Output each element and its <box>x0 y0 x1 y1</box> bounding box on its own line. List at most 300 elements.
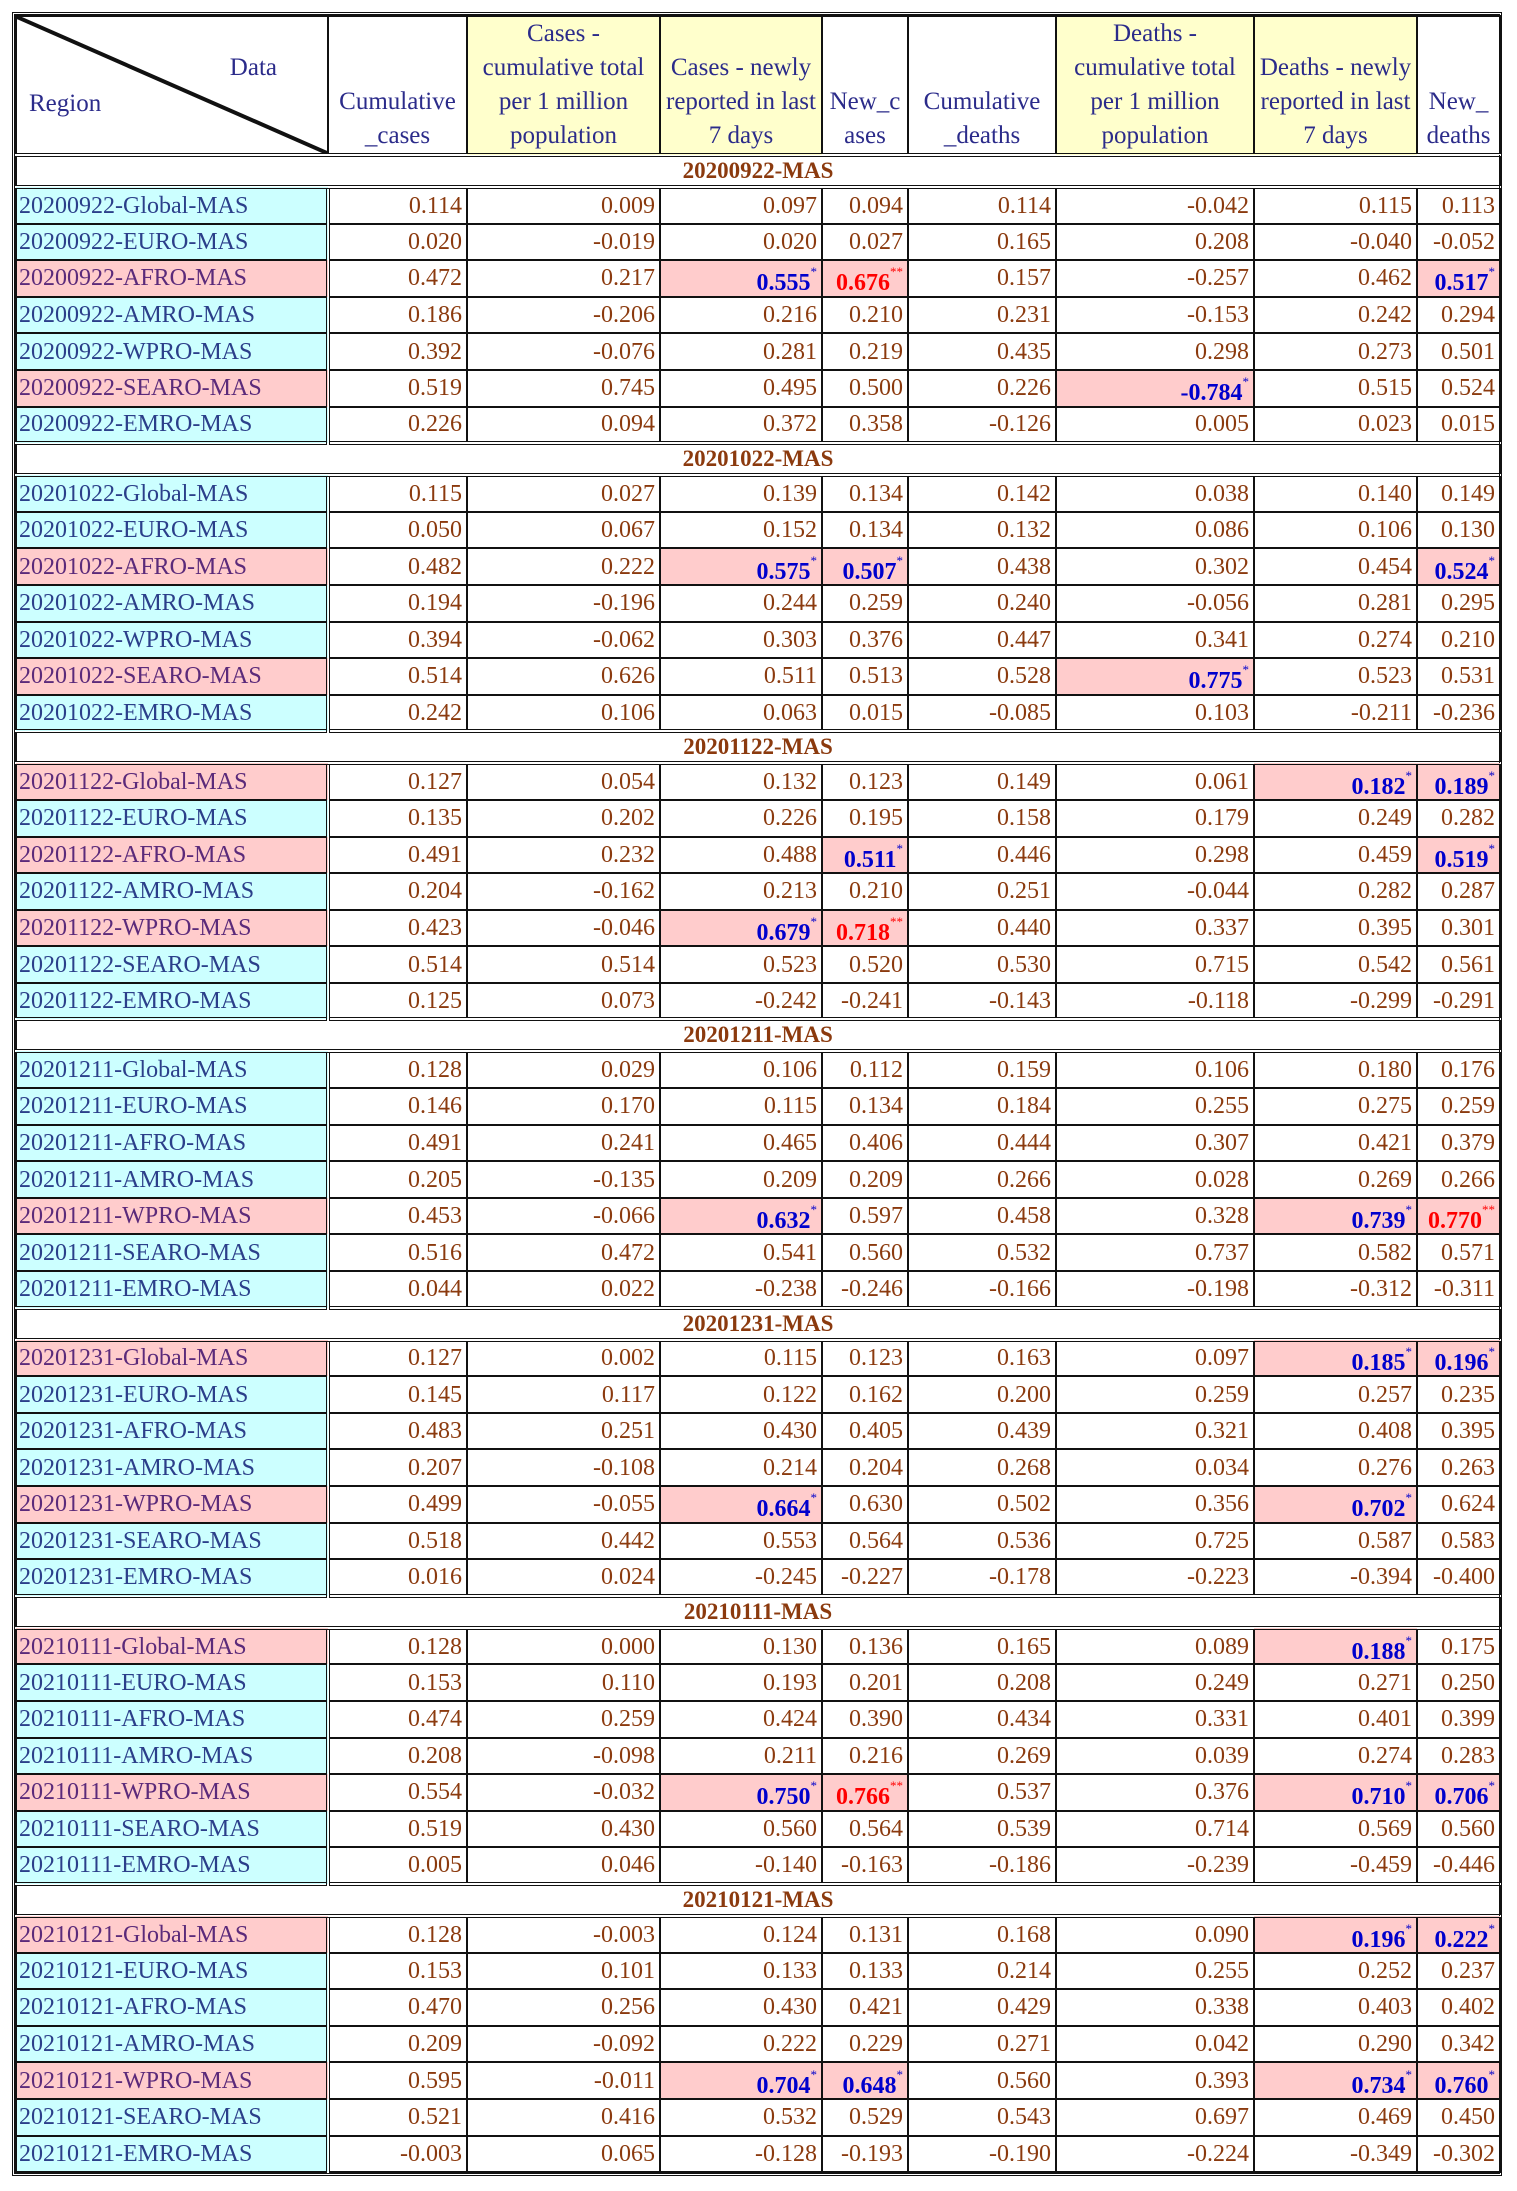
value-cell <box>1056 1271 1254 1308</box>
value-cell <box>1254 1811 1417 1848</box>
value-cell <box>822 585 908 622</box>
value-cell <box>328 1847 467 1884</box>
cell-value: 0.216 <box>849 1742 903 1769</box>
value-cell <box>660 1559 822 1596</box>
cell-value: 0.379 <box>1441 1129 1495 1156</box>
table-row <box>16 224 1500 261</box>
cell-value: 0.179 <box>1195 805 1249 832</box>
cell-value: 0.103 <box>1195 699 1249 726</box>
value-cell <box>660 1340 822 1377</box>
value-cell <box>328 1701 467 1738</box>
cell-value: 0.158 <box>997 805 1051 832</box>
value-cell <box>1417 1088 1500 1125</box>
cell-value: 0.541 <box>763 1239 817 1266</box>
table-row <box>16 910 1500 947</box>
cell-value: 0.050 <box>408 517 462 544</box>
value-cell <box>1056 763 1254 800</box>
value-cell <box>822 1664 908 1701</box>
cell-value: 0.406 <box>849 1129 903 1156</box>
table-row <box>16 1523 1500 1560</box>
value-cell <box>1417 370 1500 407</box>
value-cell <box>1417 1449 1500 1486</box>
value-cell <box>467 946 660 983</box>
cell-value: 0.259 <box>601 1706 655 1733</box>
cell-value: -0.186 <box>989 1852 1051 1879</box>
cell-value: 0.073 <box>601 987 655 1014</box>
value-cell <box>822 695 908 732</box>
value-cell <box>908 407 1056 444</box>
cell-value: 0.110 <box>601 1669 655 1696</box>
value-cell <box>467 297 660 334</box>
value-cell <box>908 763 1056 800</box>
cell-value: 0.210 <box>1441 626 1495 653</box>
value-cell <box>1254 2026 1417 2063</box>
value-cell <box>660 946 822 983</box>
cell-value: 0.063 <box>763 699 817 726</box>
cell-value: 0.213 <box>763 878 817 905</box>
cell-value: 0.710 <box>1351 1784 1406 1811</box>
value-cell <box>467 658 660 695</box>
cell-value: 0.159 <box>997 1057 1051 1084</box>
table-row <box>16 187 1500 224</box>
value-cell <box>1254 1271 1417 1308</box>
value-cell <box>467 1088 660 1125</box>
significant-value-cell <box>822 837 908 874</box>
cell-value: 0.255 <box>1195 1093 1249 1120</box>
cell-value: 0.529 <box>849 2104 903 2131</box>
value-cell <box>660 1664 822 1701</box>
cell-value: 0.106 <box>601 699 655 726</box>
cell-value: -0.052 <box>1433 228 1495 255</box>
value-cell <box>328 475 467 512</box>
region-cell: 20200922-AFRO-MAS <box>16 260 328 297</box>
corner-label-data: Data <box>229 54 277 81</box>
cell-value: 0.372 <box>763 411 817 438</box>
cell-value: 0.507 <box>842 558 897 585</box>
region-cell: 20201122-Global-MAS <box>16 763 328 800</box>
value-cell <box>908 1340 1056 1377</box>
value-cell <box>467 512 660 549</box>
cell-value: 0.438 <box>997 553 1051 580</box>
group-header-row <box>16 1019 1500 1051</box>
cell-value: 0.458 <box>997 1203 1051 1230</box>
cell-value: 0.390 <box>849 1706 903 1733</box>
value-cell <box>1056 1916 1254 1953</box>
cell-value: 0.130 <box>763 1633 817 1660</box>
significant-value-cell <box>660 1198 822 1235</box>
value-cell <box>1254 187 1417 224</box>
value-cell <box>1056 1664 1254 1701</box>
cell-value: 0.133 <box>849 1957 903 1984</box>
value-cell <box>908 1847 1056 1884</box>
value-cell <box>467 800 660 837</box>
value-cell <box>1254 873 1417 910</box>
cell-value: 0.235 <box>1441 1381 1495 1408</box>
cell-value: 0.430 <box>763 1418 817 1445</box>
cell-value: 0.564 <box>849 1816 903 1843</box>
cell-value: -0.085 <box>989 699 1051 726</box>
cell-value: 0.555 <box>756 270 811 297</box>
significant-value-cell <box>822 260 908 297</box>
value-cell <box>328 837 467 874</box>
region-cell: 20201022-AFRO-MAS <box>16 548 328 585</box>
value-cell <box>328 946 467 983</box>
cell-value: 0.219 <box>849 338 903 365</box>
value-cell <box>467 187 660 224</box>
cell-value: 0.023 <box>1358 411 1412 438</box>
value-cell <box>1254 370 1417 407</box>
table-row <box>16 1774 1500 1811</box>
cell-value: 0.290 <box>1358 2031 1412 2058</box>
significance-marker: * <box>1405 1920 1412 1936</box>
value-cell <box>1254 297 1417 334</box>
cell-value: 0.462 <box>1358 265 1412 292</box>
value-cell <box>822 1916 908 1953</box>
value-cell <box>467 1486 660 1523</box>
value-cell <box>1417 1161 1500 1198</box>
value-cell <box>660 1449 822 1486</box>
value-cell <box>660 1523 822 1560</box>
value-cell <box>660 187 822 224</box>
value-cell <box>1056 1628 1254 1665</box>
cell-value: 0.560 <box>1441 1816 1495 1843</box>
value-cell <box>1056 512 1254 549</box>
value-cell <box>328 763 467 800</box>
value-cell <box>1056 2136 1254 2173</box>
cell-value: 0.115 <box>763 1345 817 1372</box>
cell-value: 0.240 <box>997 590 1051 617</box>
value-cell <box>467 224 660 261</box>
region-cell: 20210121-WPRO-MAS <box>16 2062 328 2099</box>
cell-value: 0.134 <box>849 517 903 544</box>
cell-value: 0.168 <box>997 1921 1051 1948</box>
cell-value: 0.532 <box>997 1239 1051 1266</box>
value-cell <box>1417 1811 1500 1848</box>
value-cell <box>908 2062 1056 2099</box>
cell-value: 0.226 <box>408 411 462 438</box>
value-cell <box>1254 1376 1417 1413</box>
cell-value: -0.241 <box>841 987 903 1014</box>
value-cell <box>1056 1738 1254 1775</box>
cell-value: 0.276 <box>1358 1454 1412 1481</box>
significance-marker: * <box>896 840 903 856</box>
value-cell <box>908 873 1056 910</box>
value-cell <box>1254 837 1417 874</box>
cell-value: 0.648 <box>842 2072 897 2099</box>
value-cell <box>1254 548 1417 585</box>
table-row <box>16 658 1500 695</box>
cell-value: -0.163 <box>841 1852 903 1879</box>
value-cell <box>1417 1486 1500 1523</box>
cell-value: 0.128 <box>408 1921 462 1948</box>
value-cell <box>1056 333 1254 370</box>
cell-value: 0.000 <box>601 1633 655 1660</box>
cell-value: -0.011 <box>593 2067 655 2094</box>
table-row <box>16 1486 1500 1523</box>
cell-value: 0.210 <box>849 878 903 905</box>
significant-value-cell <box>1254 1340 1417 1377</box>
value-cell <box>467 407 660 444</box>
significance-marker: * <box>1405 2066 1412 2082</box>
cell-value: 0.027 <box>601 480 655 507</box>
region-cell: 20200922-EMRO-MAS <box>16 407 328 444</box>
value-cell <box>908 622 1056 659</box>
cell-value: 0.097 <box>763 192 817 219</box>
value-cell <box>822 1738 908 1775</box>
region-cell: 20210121-EMRO-MAS <box>16 2136 328 2173</box>
cell-value: 0.430 <box>601 1816 655 1843</box>
cell-value: 0.307 <box>1195 1129 1249 1156</box>
cell-value: 0.202 <box>601 805 655 832</box>
cell-value: -0.003 <box>593 1921 655 1948</box>
value-cell <box>1056 1847 1254 1884</box>
group-title: 20201122-MAS <box>16 731 1500 763</box>
value-cell <box>1056 873 1254 910</box>
value-cell <box>908 1738 1056 1775</box>
cell-value: 0.020 <box>408 228 462 255</box>
region-cell: 20210121-AFRO-MAS <box>16 1989 328 2026</box>
cell-value: 0.195 <box>849 805 903 832</box>
cell-value: 0.135 <box>408 805 462 832</box>
cell-value: 0.472 <box>408 265 462 292</box>
cell-value: 0.519 <box>408 375 462 402</box>
region-cell: 20201231-AFRO-MAS <box>16 1413 328 1450</box>
value-cell <box>328 873 467 910</box>
value-cell <box>908 1088 1056 1125</box>
significant-value-cell <box>822 1774 908 1811</box>
cell-value: -0.394 <box>1350 1563 1412 1590</box>
value-cell <box>660 1953 822 1990</box>
group-header-row <box>16 731 1500 763</box>
cell-value: 0.128 <box>408 1633 462 1660</box>
cell-value: -0.302 <box>1433 2140 1495 2167</box>
value-cell <box>908 1664 1056 1701</box>
value-cell <box>908 983 1056 1020</box>
cell-value: 0.207 <box>408 1454 462 1481</box>
value-cell <box>660 333 822 370</box>
value-cell <box>660 1051 822 1088</box>
cell-value: 0.269 <box>997 1742 1051 1769</box>
cell-value: 0.302 <box>1195 553 1249 580</box>
value-cell <box>822 187 908 224</box>
cell-value: 0.295 <box>1441 590 1495 617</box>
value-cell <box>660 695 822 732</box>
cell-value: -0.044 <box>1187 878 1249 905</box>
value-cell <box>1254 695 1417 732</box>
cell-value: 0.283 <box>1441 1742 1495 1769</box>
cell-value: -0.092 <box>593 2031 655 2058</box>
table-row <box>16 1628 1500 1665</box>
value-cell <box>1417 407 1500 444</box>
region-cell: 20201022-Global-MAS <box>16 475 328 512</box>
significance-marker: * <box>1488 768 1495 784</box>
cell-value: 0.016 <box>408 1563 462 1590</box>
table-row <box>16 1340 1500 1377</box>
cell-value: 0.005 <box>1195 411 1249 438</box>
cell-value: 0.501 <box>1441 338 1495 365</box>
significant-value-cell <box>1056 658 1254 695</box>
table-row <box>16 1847 1500 1884</box>
cell-value: 0.465 <box>763 1129 817 1156</box>
value-cell <box>908 297 1056 334</box>
significance-marker: * <box>1242 374 1249 390</box>
value-cell <box>467 1701 660 1738</box>
value-cell <box>1254 1953 1417 1990</box>
cell-value: 0.157 <box>997 265 1051 292</box>
value-cell <box>1417 1051 1500 1088</box>
cell-value: 0.338 <box>1195 1994 1249 2021</box>
significance-marker: ** <box>890 1778 903 1794</box>
significant-value-cell <box>1417 260 1500 297</box>
value-cell <box>660 1916 822 1953</box>
cell-value: 0.679 <box>756 919 811 946</box>
value-cell <box>822 873 908 910</box>
cell-value: 0.750 <box>756 1784 811 1811</box>
value-cell <box>822 1161 908 1198</box>
region-cell: 20210121-SEARO-MAS <box>16 2099 328 2136</box>
cell-value: 0.029 <box>601 1057 655 1084</box>
value-cell <box>822 1628 908 1665</box>
significance-marker: * <box>1488 1920 1495 1936</box>
value-cell <box>1417 910 1500 947</box>
value-cell <box>467 1664 660 1701</box>
value-cell <box>328 800 467 837</box>
region-cell: 20200922-EURO-MAS <box>16 224 328 261</box>
value-cell <box>822 1701 908 1738</box>
cell-value: 0.149 <box>997 769 1051 796</box>
cell-value: 0.560 <box>763 1816 817 1843</box>
significance-marker: * <box>1488 264 1495 280</box>
cell-value: 0.024 <box>601 1563 655 1590</box>
value-cell <box>908 2136 1056 2173</box>
cell-value: 0.136 <box>849 1633 903 1660</box>
value-cell <box>467 1125 660 1162</box>
cell-value: 0.255 <box>1195 1957 1249 1984</box>
cell-value: 0.252 <box>1358 1957 1412 1984</box>
value-cell <box>328 1811 467 1848</box>
cell-value: 0.123 <box>849 1345 903 1372</box>
cell-value: 0.089 <box>1195 1633 1249 1660</box>
cell-value: 0.229 <box>849 2031 903 2058</box>
cell-value: 0.715 <box>1195 951 1249 978</box>
value-cell <box>328 2136 467 2173</box>
cell-value: 0.524 <box>1434 558 1489 585</box>
cell-value: 0.287 <box>1441 878 1495 905</box>
significant-value-cell <box>1417 763 1500 800</box>
value-cell <box>1056 585 1254 622</box>
value-cell <box>660 1376 822 1413</box>
value-cell <box>822 370 908 407</box>
cell-value: 0.403 <box>1358 1994 1412 2021</box>
value-cell <box>328 1664 467 1701</box>
cell-value: 0.401 <box>1358 1706 1412 1733</box>
value-cell <box>1056 1701 1254 1738</box>
region-cell: 20201211-AMRO-MAS <box>16 1161 328 1198</box>
table-row <box>16 983 1500 1020</box>
value-cell <box>1417 800 1500 837</box>
value-cell <box>822 800 908 837</box>
cell-value: 0.042 <box>1195 2031 1249 2058</box>
cell-value: 0.518 <box>408 1527 462 1554</box>
group-title: 20201022-MAS <box>16 443 1500 475</box>
value-cell <box>328 1271 467 1308</box>
region-cell: 20210111-Global-MAS <box>16 1628 328 1665</box>
region-cell: 20201022-WPRO-MAS <box>16 622 328 659</box>
cell-value: 0.165 <box>997 1633 1051 1660</box>
value-cell <box>908 946 1056 983</box>
value-cell <box>822 1989 908 2026</box>
value-cell <box>328 1413 467 1450</box>
cell-value: 0.298 <box>1195 338 1249 365</box>
cell-value: 0.249 <box>1358 805 1412 832</box>
cell-value: 0.196 <box>1434 1350 1489 1377</box>
cell-value: 0.274 <box>1358 626 1412 653</box>
region-cell: 20201211-EMRO-MAS <box>16 1271 328 1308</box>
value-cell <box>908 1413 1056 1450</box>
cell-value: -0.140 <box>755 1852 817 1879</box>
cell-value: 0.170 <box>601 1093 655 1120</box>
cell-value: 0.015 <box>849 699 903 726</box>
significant-value-cell <box>1417 1774 1500 1811</box>
value-cell <box>660 1701 822 1738</box>
cell-value: 0.532 <box>763 2104 817 2131</box>
value-cell <box>467 1523 660 1560</box>
cell-value: 0.521 <box>408 2104 462 2131</box>
value-cell <box>1056 695 1254 732</box>
value-cell <box>328 1486 467 1523</box>
region-cell: 20201231-SEARO-MAS <box>16 1523 328 1560</box>
cell-value: 0.542 <box>1358 951 1412 978</box>
value-cell <box>1254 512 1417 549</box>
value-cell <box>328 1449 467 1486</box>
cell-value: 0.226 <box>763 805 817 832</box>
cell-value: 0.094 <box>601 411 655 438</box>
value-cell <box>660 622 822 659</box>
value-cell <box>467 1559 660 1596</box>
cell-value: 0.564 <box>849 1527 903 1554</box>
cell-value: 0.268 <box>997 1454 1051 1481</box>
cell-value: 0.242 <box>408 699 462 726</box>
cell-value: 0.395 <box>1358 914 1412 941</box>
cell-value: 0.356 <box>1195 1491 1249 1518</box>
region-cell: 20210121-AMRO-MAS <box>16 2026 328 2063</box>
cell-value: 0.067 <box>601 517 655 544</box>
value-cell <box>908 1774 1056 1811</box>
table-row <box>16 407 1500 444</box>
cell-value: -0.118 <box>1187 987 1249 1014</box>
cell-value: 0.282 <box>1441 805 1495 832</box>
value-cell <box>1056 1198 1254 1235</box>
region-cell: 20201022-SEARO-MAS <box>16 658 328 695</box>
significant-value-cell <box>1417 1916 1500 1953</box>
cell-value: -0.311 <box>1433 1275 1495 1302</box>
value-cell <box>1056 548 1254 585</box>
value-cell <box>822 658 908 695</box>
cell-value: 0.005 <box>408 1852 462 1879</box>
significant-value-cell <box>660 548 822 585</box>
cell-value: 0.447 <box>997 626 1051 653</box>
cell-value: -0.446 <box>1433 1852 1495 1879</box>
value-cell <box>908 1811 1056 1848</box>
value-cell <box>822 1811 908 1848</box>
cell-value: 0.439 <box>997 1418 1051 1445</box>
table-row <box>16 1664 1500 1701</box>
value-cell <box>660 800 822 837</box>
cell-value: 0.124 <box>763 1921 817 1948</box>
cell-value: 0.734 <box>1351 2072 1406 2099</box>
value-cell <box>1417 1738 1500 1775</box>
cell-value: 0.106 <box>763 1057 817 1084</box>
